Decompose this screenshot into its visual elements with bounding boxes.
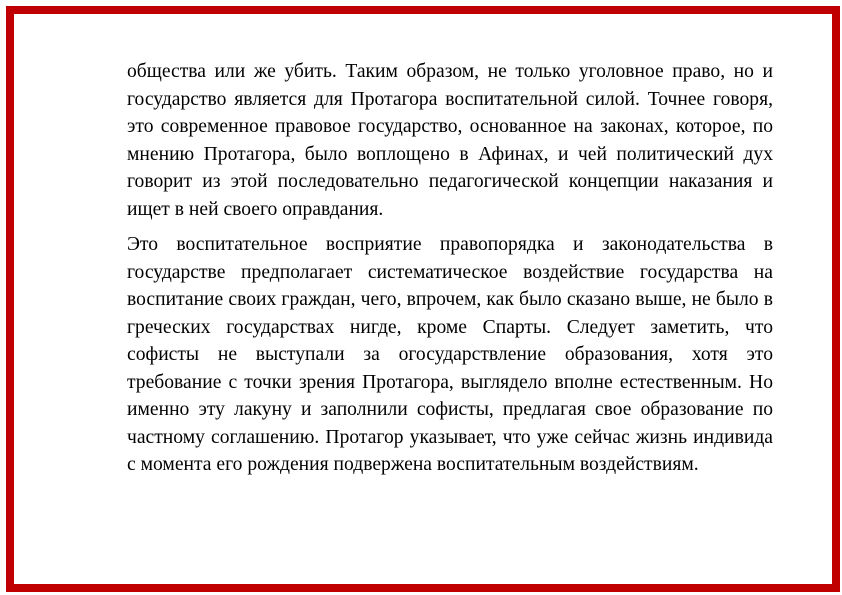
- paragraph-1: общества или же убить. Таким образом, не только уголовное право, но и государство является для Протагора воспитательной силой. Точнее говоря, это современное правовое государство, основанное на законах, которое, по мнению Протагора, было воплощено в Афинах, и чей политический дух говорит из этой последовательно педагогической концепции наказания и ищет в ней своего оправдания.: [127, 61, 773, 220]
- paragraph-2: Это воспитательное восприятие правопорядка и законодательства в государстве предполагает систематическое воздействие государства на воспитание своих граждан, чего, впрочем, как было сказано выше, не было в греческих государствах нигде, кроме Спарты. Следует заметить, что софисты не выступали за огосударствление образования, хотя это требование с точки зрения Протагора, выглядело вполне естественным. Но именно эту лакуну и заполнили софисты, предлагая свое образование по частному соглашению. Протагор указывает, что уже сейчас жизнь индивида с момента его рождения подвержена воспитательным воздействиям.: [127, 234, 773, 475]
- body-text: [127, 58, 773, 479]
